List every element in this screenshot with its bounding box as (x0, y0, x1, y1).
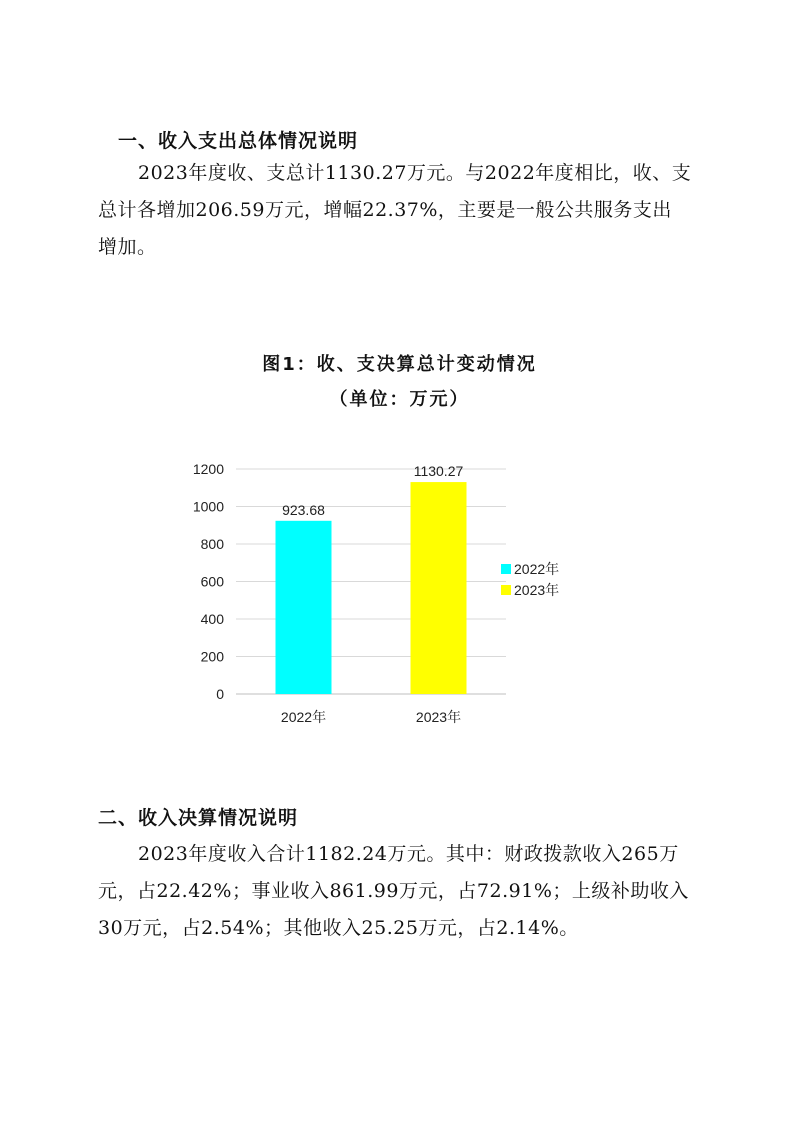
y-tick-label: 200 (200, 648, 224, 665)
section-2-heading: 二、收入决算情况说明 (98, 807, 299, 829)
data-label: 923.68 (282, 501, 325, 518)
legend-label: 2022年 (514, 561, 560, 577)
y-tick-label: 0 (216, 686, 224, 702)
y-tick-label: 1000 (192, 498, 224, 515)
section-1-heading: 一、收入支出总体情况说明 (118, 130, 359, 152)
y-tick-label: 600 (200, 573, 224, 590)
paragraph-line: 30万元，占2.54%；其他收入25.25万元，占2.14%。 (98, 917, 579, 939)
paragraph-line: 2023年度收、支总计1130.27万元。与2022年度相比，收、支 (138, 162, 692, 184)
y-tick-label: 800 (200, 536, 224, 552)
y-tick-label: 1200 (192, 461, 224, 477)
x-tick-label: 2023年 (415, 709, 462, 725)
section-1-paragraph (98, 155, 702, 266)
legend-label: 2023年 (514, 582, 560, 598)
chart-bars (276, 463, 467, 694)
legend-swatch (501, 585, 511, 595)
paragraph-line: 元，占22.42%；事业收入861.99万元，占72.91%；上级补助收入 (98, 880, 689, 902)
y-tick-label: 400 (200, 611, 224, 627)
bar (411, 482, 467, 694)
y-axis-ticks (193, 461, 224, 702)
bar (276, 521, 332, 694)
bar-chart (0, 450, 799, 730)
data-label: 1130.27 (413, 463, 464, 480)
chart-subtitle: （单位：万元） (329, 389, 470, 410)
paragraph-line: 总计各增加206.59万元，增幅22.37%，主要是一般公共服务支出 (98, 199, 672, 221)
chart-legend (501, 561, 559, 598)
section-2-paragraph (98, 836, 702, 947)
paragraph-line: 增加。 (98, 236, 157, 258)
x-axis-ticks (281, 709, 461, 725)
x-tick-label: 2022年 (280, 709, 327, 725)
legend-swatch (501, 564, 511, 574)
paragraph-line: 2023年度收入合计1182.24万元。其中：财政拨款收入265万 (138, 843, 679, 865)
chart-title: 图1：收、支决算总计变动情况 (262, 354, 537, 375)
